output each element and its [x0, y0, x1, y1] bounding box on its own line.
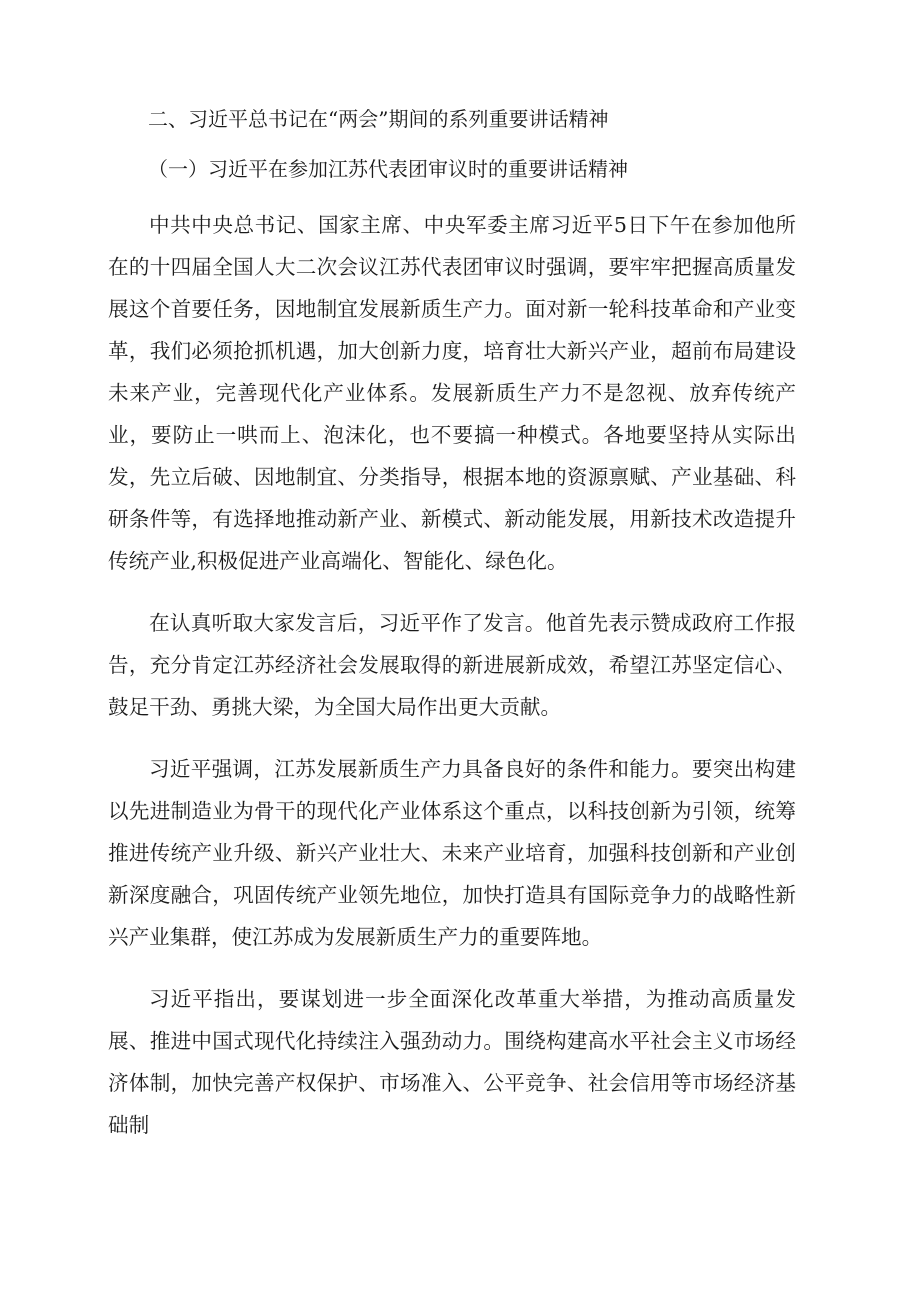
subsection-heading: （一）习近平在参加江苏代表团审议时的重要讲话精神	[148, 157, 628, 181]
section-heading: 二、习近平总书记在“两会”期间的系列重要讲话精神	[148, 107, 609, 131]
body-paragraph: 中共中央总书记、国家主席、中央军委主席习近平5日下午在参加他所在的十四届全国人大二次会议江苏代表团审议时强调，要牢牢把握高质量发展这个首要任务，因地制宜发展新质生产力。面对新一轮科技革命和产业变革，我们必须抢抓机遇，加大创新力度，培育壮大新兴产业，超前布局建设未来产业，完善现代化产业体系。发展新质生产力不是忽视、放弃传统产业，要防止一哄而上、泡沫化，也不要搞一种模式。各地要坚持从实际出发，先立后破、因地制宜、分类指导，根据本地的资源禀赋、产业基础、科研条件等，有选择地推动新产业、新模式、新动能发展，用新技术改造提升传统产业,积极促进产业高端化、智能化、绿色化。	[108, 213, 796, 573]
body-paragraph: 习近平强调，江苏发展新质生产力具备良好的条件和能力。要突出构建以先进制造业为骨干的现代化产业体系这个重点，以科技创新为引领，统筹推进传统产业升级、新兴产业壮大、未来产业培育，加强科技创新和产业创新深度融合，巩固传统产业领先地位，加快打造具有国际竞争力的战略性新兴产业集群，使江苏成为发展新质生产力的重要阵地。	[108, 757, 796, 949]
body-paragraph: 习近平指出，要谋划进一步全面深化改革重大举措，为推动高质量发展、推进中国式现代化持续注入强劲动力。围绕构建高水平社会主义市场经济体制，加快完善产权保护、市场准入、公平竞争、社会信用等市场经济基础制	[108, 987, 796, 1137]
body-paragraph: 在认真听取大家发言后，习近平作了发言。他首先表示赞成政府工作报告，充分肯定江苏经济社会发展取得的新进展新成效，希望江苏坚定信心、鼓足干劲、勇挑大梁，为全国大局作出更大贡献。	[108, 611, 796, 719]
document-body	[108, 104, 796, 1166]
